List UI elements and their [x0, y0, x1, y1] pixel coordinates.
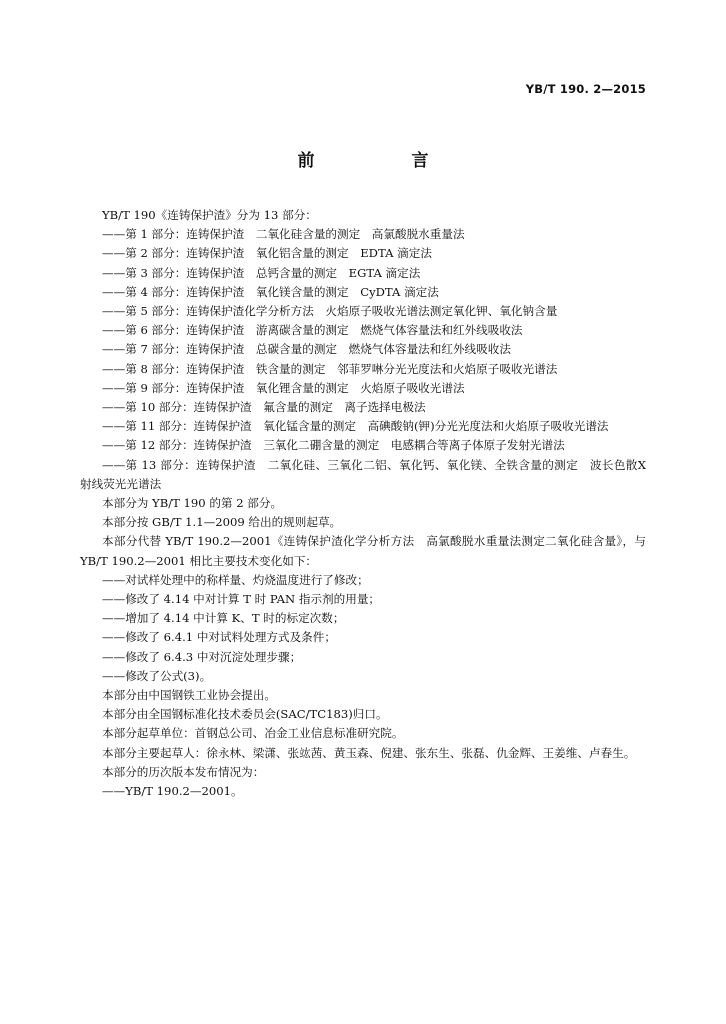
- statement-replace: 本部分代替 YB/T 190.2—2001《连铸保护渣化学分析方法 高氯酸脱水重量法测定二氧化硅含量》，与 YB/T 190.2—2001 相比主要技术变化如下：: [80, 534, 646, 568]
- statement-units: 本部分起草单位：首钢总公司、冶金工业信息标准研究院。: [102, 726, 404, 741]
- changes-list: [80, 571, 646, 686]
- list-item: ——第 11 部分：连铸保护渣 氧化锰含量的测定 高碘酸钠(钾)分光光度法和火焰原子吸收光谱法: [102, 419, 609, 434]
- list-item: ——修改了 6.4.1 中对试料处理方式及条件；: [102, 630, 336, 645]
- list-item: ——第 8 部分：连铸保护渣 铁含量的测定 邻菲罗啉分光光度法和火焰原子吸收光谱法: [102, 361, 558, 376]
- list-item: ——修改了 4.14 中对计算 T 时 PAN 指示剂的用量；: [102, 592, 381, 607]
- document-body: [80, 206, 646, 801]
- list-item: ——第 4 部分：连铸保护渣 氧化镁含量的测定 CyDTA 滴定法: [102, 284, 439, 299]
- list-item: ——第 7 部分：连铸保护渣 总碳含量的测定 燃烧气体容量法和红外线吸收法: [102, 342, 511, 357]
- list-item: ——第 9 部分：连铸保护渣 氧化锂含量的测定 火焰原子吸收光谱法: [102, 380, 465, 395]
- list-item: ——对试样处理中的称样量、灼烧温度进行了修改；: [102, 572, 369, 587]
- statement-rules: 本部分按 GB/T 1.1—2009 给出的规则起草。: [102, 515, 342, 530]
- list-item: ——增加了 4.14 中计算 K、T 时的标定次数；: [102, 611, 345, 626]
- statement-drafters: 本部分主要起草人：徐永林、梁潇、张竑茜、黄玉森、倪建、张东生、张磊、仇金辉、王姜维、卢春生。: [102, 745, 636, 760]
- list-item: ——YB/T 190.2—2001。: [102, 784, 243, 799]
- list-item: ——第 10 部分：连铸保护渣 氟含量的测定 离子选择电极法: [102, 400, 426, 415]
- list-item: ——第 3 部分：连铸保护渣 总钙含量的测定 EGTA 滴定法: [102, 265, 421, 280]
- history-list: [80, 782, 646, 801]
- parts-list: [80, 225, 646, 494]
- intro-paragraph: YB/T 190《连铸保护渣》分为 13 部分：: [102, 208, 317, 222]
- page-title: 前 言: [297, 151, 469, 171]
- list-item: ——第 12 部分：连铸保护渣 三氧化二硼含量的测定 电感耦合等离子体原子发射光谱法: [102, 438, 565, 453]
- list-item: ——第 2 部分：连铸保护渣 氧化铝含量的测定 EDTA 滴定法: [102, 246, 432, 261]
- statement-managed: 本部分由全国钢标准化技术委员会(SAC/TC183)归口。: [102, 707, 388, 722]
- list-item: ——第 6 部分：连铸保护渣 游离碳含量的测定 燃烧气体容量法和红外线吸收法: [102, 323, 523, 338]
- list-item: ——修改了公式(3)。: [102, 668, 212, 683]
- statement-part: 本部分为 YB/T 190 的第 2 部分。: [102, 496, 283, 511]
- statement-proposed: 本部分由中国钢铁工业协会提出。: [102, 688, 276, 703]
- list-item: ——修改了 6.4.3 中对沉淀处理步骤；: [102, 649, 302, 664]
- list-item: ——第 1 部分：连铸保护渣 二氧化硅含量的测定 高氯酸脱水重量法: [102, 227, 465, 242]
- standard-code: YB/T 190. 2—2015: [525, 82, 646, 96]
- list-item: ——第 5 部分：连铸保护渣化学分析方法 火焰原子吸收光谱法测定氧化钾、氧化钠含量: [102, 304, 558, 319]
- statement-history: 本部分的历次版本发布情况为：: [102, 764, 265, 779]
- list-item: ——第 13 部分：连铸保护渣 二氧化硅、三氧化二铝、氧化钙、氧化镁、全铁含量的测定 波长色散X 射线荧光光谱法: [80, 457, 646, 491]
